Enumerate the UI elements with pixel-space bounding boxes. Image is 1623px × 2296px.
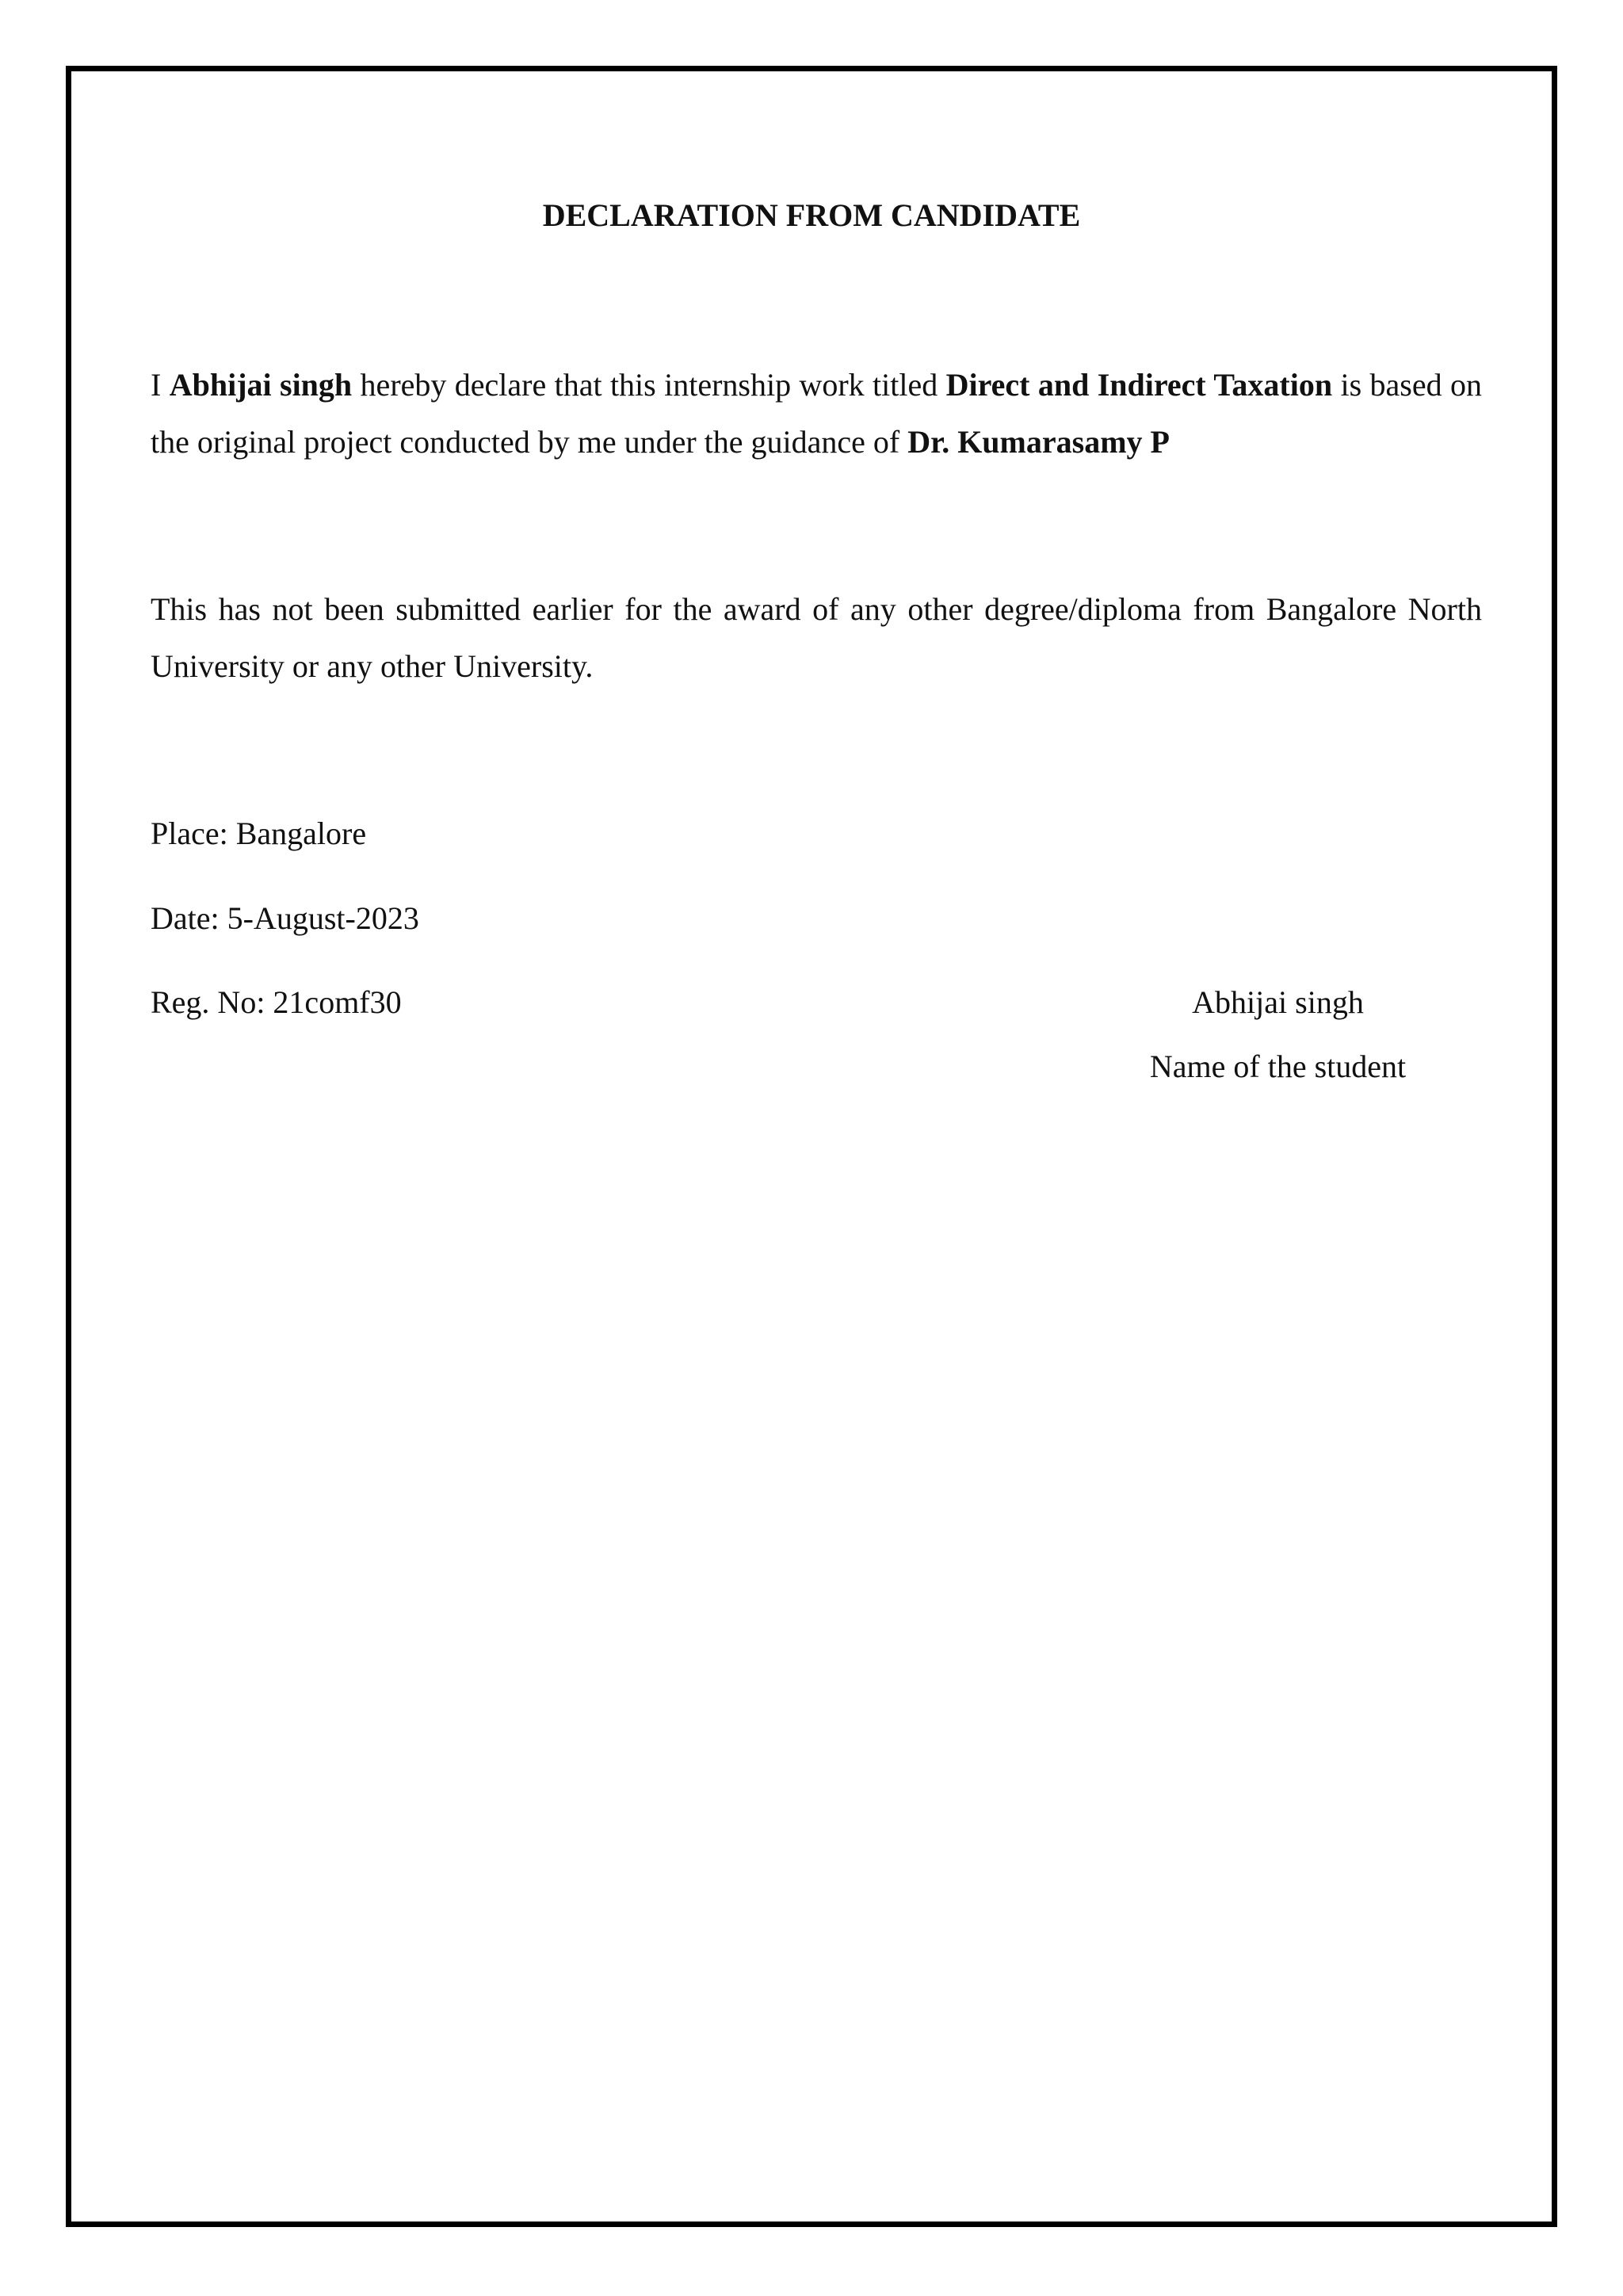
signature-name: Abhijai singh xyxy=(1192,984,1364,1020)
signature-caption: Name of the student xyxy=(1149,1049,1407,1084)
page-title: DECLARATION FROM CANDIDATE xyxy=(542,197,1081,233)
place-line: Place: Bangalore xyxy=(151,816,367,851)
work-title: Direct and Indirect Taxation xyxy=(945,367,1333,403)
declaration-middle: hereby declare that this internship work titled xyxy=(352,367,946,403)
guide-name: Dr. Kumarasamy P xyxy=(907,424,1170,460)
originality-paragraph: This has not been submitted earlier for the award of any other degree/diploma from Bangalore North University or any other University. xyxy=(151,591,1482,684)
declaration-after-title: is based on the original project conducted by me under the guidance of xyxy=(151,367,1482,460)
date-line: Date: 5-August-2023 xyxy=(151,900,419,936)
student-name: Abhijai singh xyxy=(169,367,353,403)
declaration-paragraph xyxy=(151,357,1482,471)
declaration-prefix: I xyxy=(151,367,170,403)
registration-number: Reg. No: 21comf30 xyxy=(151,984,402,1020)
